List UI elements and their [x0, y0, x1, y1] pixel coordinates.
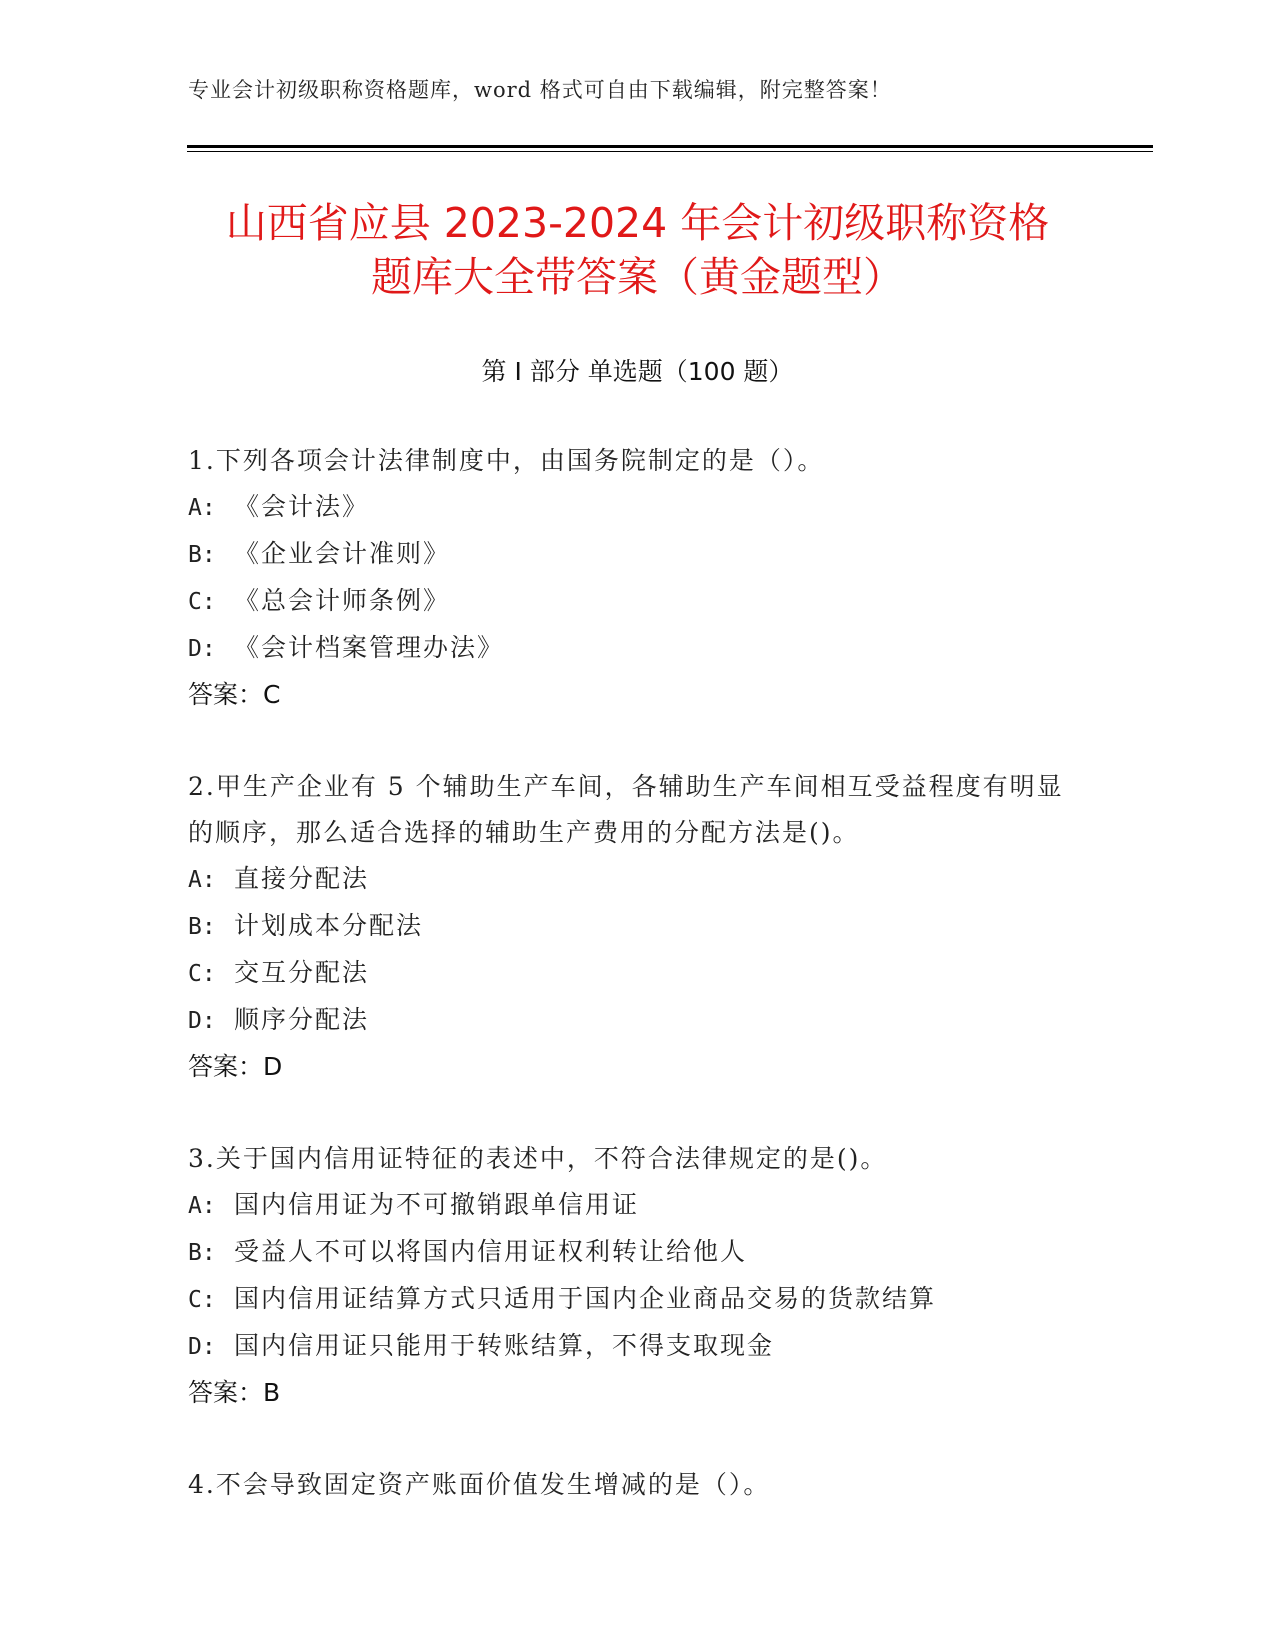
option-text: 受益人不可以将国内信用证权利转让给他人: [234, 1237, 748, 1266]
header-rule-thick: [187, 145, 1153, 148]
option-text: 计划成本分配法: [234, 911, 424, 940]
question-3: [188, 1136, 1068, 1416]
option-text: 《会计档案管理办法》: [234, 633, 505, 662]
option-text: 国内信用证结算方式只适用于国内企业商品交易的货款结算: [234, 1284, 937, 1313]
question-4: [188, 1462, 1068, 1508]
option-letter: C:: [188, 961, 216, 987]
document-title-line-2: 题库大全带答案（黄金题型）: [371, 253, 904, 301]
option-letter: B:: [188, 914, 216, 940]
document-title: [150, 196, 1125, 304]
option-letter: B:: [188, 1240, 216, 1266]
question-stem: 2.甲生产企业有 5 个辅助生产车间，各辅助生产车间相互受益程度有明显的顺序，那么适合选择的辅助生产费用的分配方法是()。: [188, 772, 1064, 847]
option-a: [188, 856, 1068, 903]
section-title: 第 I 部分 单选题（100 题）: [481, 357, 794, 386]
option-letter: D:: [188, 1008, 216, 1034]
question-stem: 4.不会导致固定资产账面价值发生增减的是（）。: [188, 1470, 771, 1499]
option-text: 国内信用证只能用于转账结算，不得支取现金: [234, 1331, 775, 1360]
option-c: [188, 1276, 1068, 1323]
option-text: 《总会计师条例》: [234, 586, 451, 615]
option-a: [188, 484, 1068, 531]
option-a: [188, 1182, 1068, 1229]
answer: 答案：D: [188, 1052, 283, 1081]
question-list: [188, 438, 1068, 1554]
option-text: 直接分配法: [234, 864, 370, 893]
option-text: 国内信用证为不可撤销跟单信用证: [234, 1190, 640, 1219]
option-letter: D:: [188, 636, 216, 662]
option-letter: A:: [188, 495, 216, 521]
option-c: [188, 950, 1068, 997]
question-1: [188, 438, 1068, 718]
option-letter: D:: [188, 1334, 216, 1360]
option-d: [188, 997, 1068, 1044]
option-b: [188, 1229, 1068, 1276]
option-d: [188, 1323, 1068, 1370]
header-rule-thin: [187, 151, 1153, 152]
option-b: [188, 531, 1068, 578]
option-text: 《会计法》: [234, 492, 370, 521]
option-text: 《企业会计准则》: [234, 539, 451, 568]
question-stem: 3.关于国内信用证特征的表述中，不符合法律规定的是()。: [188, 1144, 888, 1173]
option-letter: A:: [188, 1193, 216, 1219]
header-note: 专业会计初级职称资格题库，word 格式可自由下载编辑，附完整答案！: [188, 78, 892, 102]
option-d: [188, 625, 1068, 672]
option-b: [188, 903, 1068, 950]
option-letter: A:: [188, 867, 216, 893]
option-text: 交互分配法: [234, 958, 370, 987]
answer: 答案：C: [188, 680, 281, 709]
document-title-line-1: 山西省应县 2023-2024 年会计初级职称资格: [225, 199, 1050, 247]
option-letter: C:: [188, 589, 216, 615]
option-letter: B:: [188, 542, 216, 568]
question-2: [188, 764, 1068, 1090]
question-stem: 1.下列各项会计法律制度中，由国务院制定的是（）。: [188, 446, 825, 475]
option-letter: C:: [188, 1287, 216, 1313]
option-text: 顺序分配法: [234, 1005, 370, 1034]
option-c: [188, 578, 1068, 625]
answer: 答案：B: [188, 1378, 281, 1407]
